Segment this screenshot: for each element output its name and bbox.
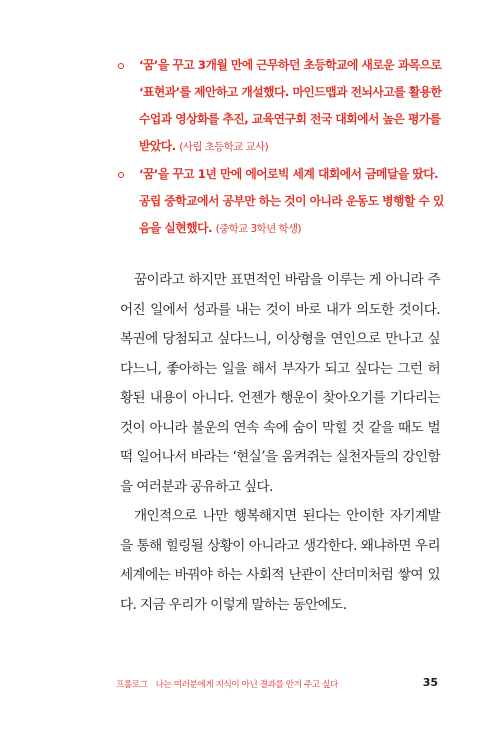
- circle-bullet-icon: [118, 63, 124, 69]
- bullet-text: ‘꿈’을 꾸고 1년 만에 에어로빅 세계 대회에서 금메달을 땄다. 공립 중학교에서 공부만 하는 것이 아니라 운동도 병행할 수 있음을 실현했다.: [139, 167, 444, 235]
- bullet-list: [118, 52, 448, 243]
- bullet-item: [118, 52, 448, 161]
- body-paragraph: 개인적으로 나만 행복해지면 된다는 안이한 자기계발을 통해 힐링될 상황이 아니라고 생각한다. 왜냐하면 우리 세계에는 바꿔야 하는 사회적 난관이 산더미처럼 쌓여 있다. 지금 우리가 이렇게 말하는 동안에도.: [120, 508, 440, 613]
- page-number: 35: [422, 676, 438, 689]
- body-paragraph: 꿈이라고 하지만 표면적인 바람을 이루는 게 아니라 주어진 일에서 성과를 내는 것이 바로 내가 의도한 것이다. 복권에 당첨되고 싶다느니, 이상형을 연인으로 만나고 싶다느니, 좋아하는 일을 해서 부자가 되고 싶다는 그런 허황된 내용이 아니다. 언젠가 행운이 찾아오기를 기다리는 것이 아니라 불운의 연속 속에 숨이 막힐 것 같을 때도 벌떡 일어나서 바라는 ‘현실’을 움켜쥐는 실천자들의 강인함을 여러분과 공유하고 싶다.: [120, 272, 440, 495]
- bullet-note: (중학교 3학년 학생): [215, 223, 301, 235]
- bullet-note: (사립 초등학교 교사): [179, 141, 269, 153]
- footer-section: 프롤로그: [116, 680, 148, 690]
- body-text: [120, 266, 440, 620]
- page-footer: [116, 676, 438, 692]
- bullet-text: ‘꿈’을 꾸고 3개월 만에 근무하던 초등학교에 새로운 과목으로 ‘표현과’를 제안하고 개설했다. 마인드맵과 전뇌사고를 활용한 수업과 영상화를 추진, 교육연구회 전국 대회에서 높은 평가를 받았다.: [139, 58, 442, 153]
- footer-title: 나는 여러분에게 지식이 아닌 결과를 안겨 주고 싶다: [155, 680, 338, 690]
- running-footer: [116, 678, 338, 690]
- bullet-item: [118, 161, 448, 243]
- circle-bullet-icon: [118, 172, 124, 178]
